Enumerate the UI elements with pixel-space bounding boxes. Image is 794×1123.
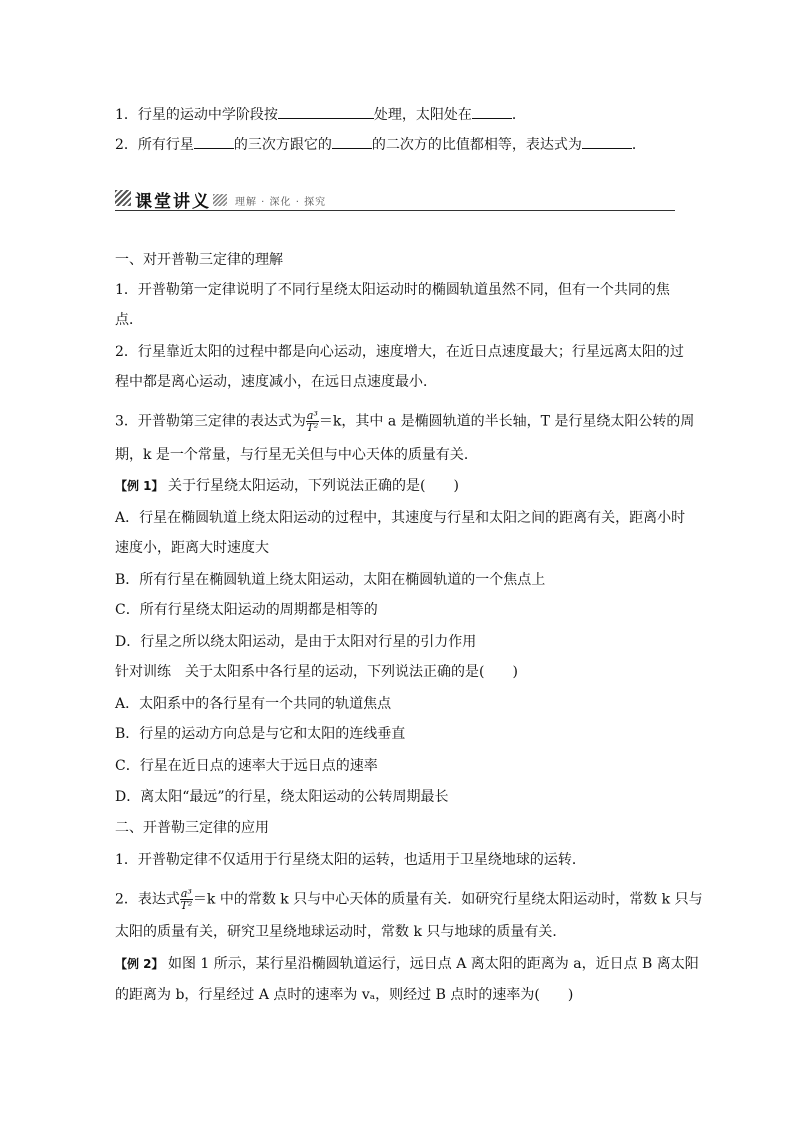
example-tag: 【例 2】: [115, 957, 164, 971]
answer-blank[interactable]: [278, 104, 374, 119]
question-text: 2．所有行星: [115, 137, 194, 153]
answer-blank[interactable]: [194, 134, 234, 149]
part-heading: 二、开普勒三定律的应用: [115, 820, 269, 836]
question-text: 处理，太阳处在: [373, 107, 472, 123]
kepler-fraction: $\frac{\text{a³}}{\text{T²}}$: [180, 887, 193, 912]
example-tag: 【例 1】: [115, 479, 164, 493]
answer-blank[interactable]: [472, 104, 512, 119]
option-b: B．行星的运动方向总是与它和太阳的连线垂直: [115, 726, 406, 742]
paragraph-line: 1．开普勒定律不仅适用于行星绕太阳的运转，也适用于卫星绕地球的运转．: [115, 852, 586, 868]
paragraph-line: 2．行星靠近太阳的过程中都是向心运动，速度增大，在近日点速度最大；行星远离太阳的过: [115, 344, 684, 360]
option-b: B．所有行星在椭圆轨道上绕太阳运动，太阳在椭圆轨道的一个焦点上: [115, 572, 546, 588]
fill-question-1: 1．行星的运动中学阶段按 处理，太阳处在 ．: [115, 104, 526, 125]
answer-blank[interactable]: [332, 134, 372, 149]
paragraph-line: 1．开普勒第一定律说明了不同行星绕太阳运动时的椭圆轨道虽然不同，但有一个共同的焦: [115, 282, 670, 298]
option-c: C．行星在近日点的速率大于远日点的速率: [115, 758, 378, 774]
option-a: A．太阳系中的各行星有一个共同的轨道焦点: [115, 696, 392, 712]
question-text: 的二次方的比值都相等，表达式为: [371, 137, 582, 153]
part-heading: 一、对开普勒三定律的理解: [115, 252, 283, 268]
paragraph-line: 2．表达式 $\frac{\text{a³}}{\text{T²}}$ ＝k 中的常数 k 只与中心天体的质量有关．如研究行星绕太阳运动时，常数 k 只与: [115, 887, 703, 912]
paragraph-line: 期，k 是一个常量，与行星无关但与中心天体的质量有关．: [115, 447, 478, 463]
option-d: D．离太阳“最远”的行星，绕太阳运动的公转周期最长: [115, 789, 449, 805]
example-1-question: 【例 1】 关于行星绕太阳运动，下列说法正确的是( ): [115, 478, 459, 494]
option-c: C．所有行星绕太阳运动的周期都是相等的: [115, 602, 378, 618]
header-divider: [115, 210, 675, 211]
kepler-fraction: $\frac{\text{a³}}{\text{T²}}$: [306, 409, 319, 434]
section-title: 课堂讲义: [135, 192, 211, 212]
paragraph-line: 的距离为 b，行星经过 A 点时的速率为 vₐ，则经过 B 点时的速率为( ): [115, 987, 574, 1003]
training-question: 针对训练 关于太阳系中各行星的运动，下列说法正确的是( ): [115, 664, 518, 680]
header-stripes-icon: [115, 190, 131, 206]
section-subtitle: 理解 · 深化 · 探究: [235, 197, 327, 208]
option-d: D．行星之所以绕太阳运动，是由于太阳对行星的引力作用: [115, 634, 477, 650]
answer-blank[interactable]: [582, 134, 632, 149]
paragraph-line: 点．: [115, 312, 143, 328]
question-text: 的三次方跟它的: [233, 137, 332, 153]
paragraph-line: 程中都是离心运动，速度减小，在远日点速度最小．: [115, 374, 437, 390]
option-a: A．行星在椭圆轨道上绕太阳运动的过程中，其速度与行星和太阳之间的距离有关，距离小时: [115, 510, 686, 526]
paragraph-line: 太阳的质量有关，研究卫星绕地球运动时，常数 k 只与地球的质量有关．: [115, 924, 567, 940]
header-stripes-icon: [213, 194, 227, 206]
paragraph-line: 3．开普勒第三定律的表达式为 $\frac{\text{a³}}{\text{T²}}$ ＝k，其中 a 是椭圆轨道的半长轴，T 是行星绕太阳公转的周: [115, 409, 695, 434]
section-header: [115, 187, 675, 211]
example-2-question: 【例 2】 如图 1 所示，某行星沿椭圆轨道运行，远日点 A 离太阳的距离为 a，近日点 B 离太阳: [115, 956, 699, 972]
option-a: 速度小，距离大时速度大: [115, 540, 269, 556]
question-text: 1．行星的运动中学阶段按: [115, 107, 278, 123]
fill-question-2: 2．所有行星 的三次方跟它的 的二次方的比值都相等，表达式为 ．: [115, 134, 646, 155]
